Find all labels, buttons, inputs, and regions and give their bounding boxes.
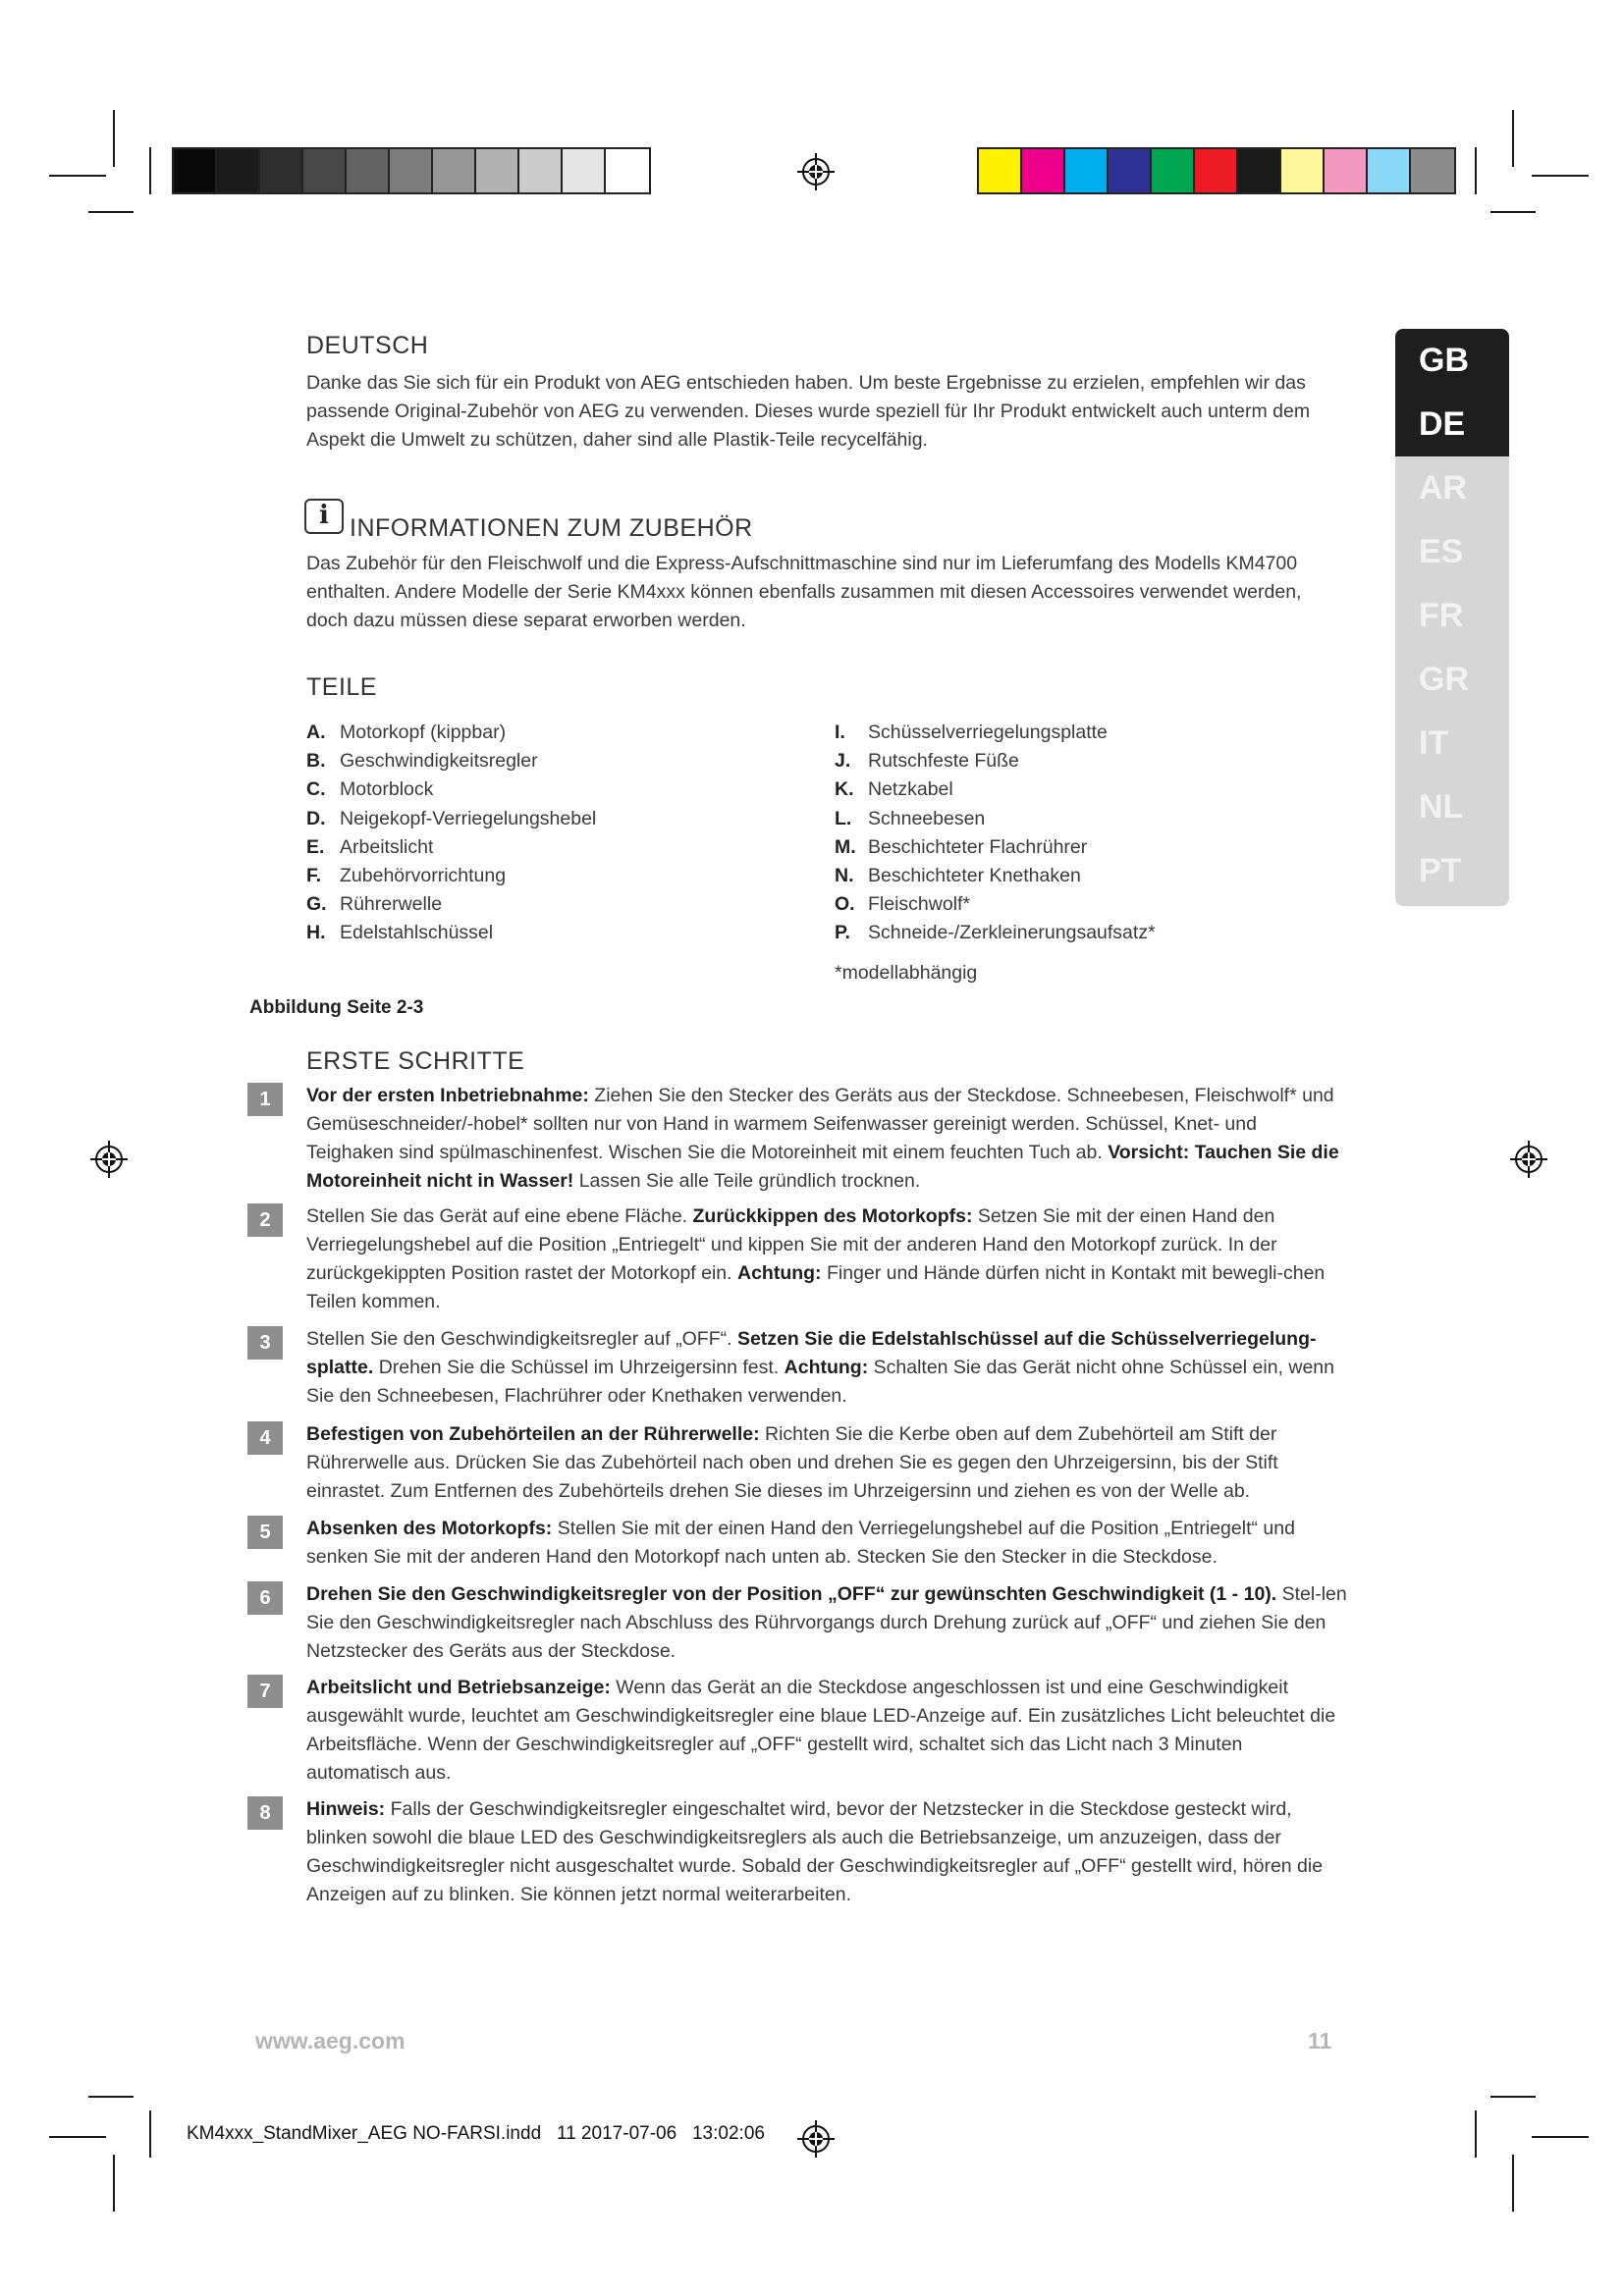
step-bold-text: Hinweis:	[306, 1798, 386, 1820]
part-letter: P.	[835, 922, 850, 944]
tab-lang-gr[interactable]: GR	[1419, 661, 1469, 698]
part-item	[306, 775, 596, 804]
tab-lang-de[interactable]: DE	[1395, 393, 1509, 456]
step-number-badge: 1	[247, 1083, 283, 1116]
tab-lang-ar[interactable]: AR	[1419, 469, 1468, 507]
parts-list-right	[835, 719, 1156, 948]
step-number-badge: 6	[247, 1581, 283, 1615]
part-item	[306, 805, 596, 833]
color-swatch	[1022, 149, 1065, 192]
figure-reference: Abbildung Seite 2-3	[249, 997, 424, 1018]
step-bold-text: Zurückkippen des Motorkopfs:	[692, 1205, 973, 1227]
part-letter: H.	[306, 922, 326, 944]
color-swatch	[433, 149, 476, 192]
part-item	[835, 919, 1156, 947]
info-icon: i	[304, 499, 344, 534]
step-body-text: Setzen Sie mit der einen Hand den Verriegelungshebel auf die Position „Entriegelt“ und kippen Sie mit der anderen Hand den Motorkopf zurück. In der zurückgekippten Position rastet der Motorkopf ein.	[306, 1205, 1277, 1284]
crop-mark	[88, 211, 134, 213]
tab-lang-it[interactable]: IT	[1419, 724, 1449, 762]
part-item	[835, 747, 1156, 775]
step-text	[306, 1795, 1347, 1909]
crop-mark	[1512, 110, 1514, 167]
part-item	[306, 747, 596, 775]
color-bar	[977, 147, 1456, 194]
part-name: Schneebesen	[868, 807, 986, 829]
part-letter: B.	[306, 750, 326, 773]
part-item	[306, 833, 596, 862]
part-item	[835, 833, 1156, 862]
color-swatch	[979, 149, 1022, 192]
crop-mark	[1532, 175, 1589, 177]
step-text	[306, 1082, 1347, 1196]
color-swatch	[347, 149, 390, 192]
info-paragraph: Das Zubehör für den Fleischwolf und die Express-Aufschnittmaschine sind nur im Lieferumfang des Modells KM4700 enthalten. Andere Modelle der Serie KM4xxx können ebenfalls zusammen mit diesen Accessoires verwendet werden, doch dazu müssen diese separat erworben werden.	[306, 553, 1302, 631]
crop-mark	[149, 2110, 151, 2158]
step-bold-text: Vorsicht: Tauchen Sie die Motoreinheit nicht in Wasser!	[306, 1142, 1339, 1192]
color-swatch	[519, 149, 563, 192]
part-item	[835, 805, 1156, 833]
step-text	[306, 1580, 1347, 1666]
registration-mark-icon	[797, 2120, 835, 2158]
step-text	[306, 1515, 1347, 1572]
step-bold-text: Arbeitslicht und Betriebsanzeige:	[306, 1677, 611, 1698]
page-number: 11	[1308, 2028, 1332, 2054]
part-name: Motorblock	[340, 778, 434, 801]
part-letter: K.	[835, 778, 854, 801]
grayscale-bar	[172, 147, 651, 194]
color-swatch	[1411, 149, 1454, 192]
part-letter: N.	[835, 865, 854, 887]
color-swatch	[1109, 149, 1152, 192]
tab-lang-nl[interactable]: NL	[1419, 788, 1464, 826]
crop-mark	[149, 147, 151, 194]
tab-lang-es[interactable]: ES	[1419, 533, 1464, 570]
part-item	[306, 862, 596, 890]
print-slug: KM4xxx_StandMixer_AEG NO-FARSI.indd 11 2017-07-06 13:02:06	[187, 2123, 765, 2144]
step-number-badge: 2	[247, 1203, 283, 1237]
section-heading-info: INFORMATIONEN ZUM ZUBEHÖR	[350, 514, 753, 542]
tab-lang-fr[interactable]: FR	[1419, 597, 1464, 634]
part-letter: I.	[835, 721, 845, 743]
step-number-badge: 7	[247, 1675, 283, 1708]
part-name: Beschichteter Knethaken	[868, 865, 1081, 887]
color-swatch	[174, 149, 217, 192]
part-item	[306, 890, 596, 919]
step-body-text: Drehen Sie die Schüssel im Uhrzeigersinn fest.	[373, 1357, 785, 1378]
step-body-text: Stel-len Sie den Geschwindigkeitsregler nach Abschluss des Rührvorgangs durch Drehung zurück auf „OFF“ und ziehen Sie den Netzstecker des Geräts aus der Steckdose.	[306, 1583, 1347, 1662]
parts-footnote: *modellabhängig	[835, 962, 978, 984]
part-letter: A.	[306, 721, 326, 743]
step-bold-text: Absenken des Motorkopfs:	[306, 1518, 553, 1539]
intro-paragraph: Danke das Sie sich für ein Produkt von AEG entschieden haben. Um beste Ergebnisse zu erzielen, empfehlen wir das passende Original-Zubehör von AEG zu verwenden. Dieses wurde speziell für Ihr Produkt entwickelt auch unterm dem Aspekt die Umwelt zu schützen, daher sind alle Plastik-Teile recycelfähig.	[306, 372, 1311, 451]
step-bold-text: Setzen Sie die Edelstahlschüssel auf die Schüsselverriegelung-splatte.	[306, 1328, 1317, 1378]
step-text	[306, 1325, 1347, 1411]
color-swatch	[1152, 149, 1195, 192]
crop-mark	[49, 175, 106, 177]
step-body-text: Finger und Hände dürfen nicht in Kontakt mit bewegli-chen Teilen kommen.	[306, 1262, 1326, 1312]
part-name: Rührerwelle	[340, 893, 443, 916]
color-swatch	[1238, 149, 1281, 192]
part-letter: G.	[306, 893, 327, 916]
part-letter: C.	[306, 778, 326, 801]
step-body-text: Richten Sie die Kerbe oben auf dem Zubehörteil am Stift der Rührerwelle aus. Drücken Sie das Zubehörteil nach oben und drehen Sie es gegen den Uhrzeigersinn, bis der Stift einrastet. Zum Entfernen des Zubehörteils drehen Sie dieses im Uhrzeigersinn und ziehen es von der Welle ab.	[306, 1423, 1278, 1502]
registration-mark-icon	[1510, 1141, 1547, 1178]
step-number-badge: 5	[247, 1516, 283, 1549]
crop-mark	[1512, 2155, 1514, 2212]
crop-mark	[113, 2155, 115, 2212]
crop-mark	[1532, 2136, 1589, 2138]
part-item	[306, 719, 596, 747]
part-name: Schüsselverriegelungsplatte	[868, 721, 1108, 743]
part-name: Rutschfeste Füße	[868, 750, 1019, 773]
color-swatch	[390, 149, 433, 192]
section-heading-steps: ERSTE SCHRITTE	[306, 1047, 525, 1075]
part-name: Schneide-/Zerkleinerungsaufsatz*	[868, 922, 1156, 944]
tab-lang-pt[interactable]: PT	[1419, 852, 1462, 889]
crop-mark	[113, 110, 115, 167]
part-item	[835, 862, 1156, 890]
step-body-text: Falls der Geschwindigkeitsregler eingeschaltet wird, bevor der Netzstecker in die Steckdose gesteckt wird, blinken sowohl die blaue LED des Geschwindigkeitsreglers als auch die Betriebsanzeige, um anzuzeigen, dass der Geschwindigkeitsregler nicht ausgeschaltet wurde. Sobald der Geschwindigkeitsregler auf „OFF“ gestellt wird, hören die Anzeigen auf zu blinken. Sie können jetzt normal weiterarbeiten.	[306, 1798, 1324, 1905]
step-bold-text: Achtung:	[784, 1357, 869, 1378]
parts-list-left	[306, 719, 596, 948]
crop-mark	[1490, 211, 1536, 213]
step-number-badge: 8	[247, 1796, 283, 1830]
step-body-text: Stellen Sie das Gerät auf eine ebene Fläche.	[306, 1205, 693, 1227]
step-text	[306, 1202, 1347, 1316]
part-letter: J.	[835, 750, 851, 773]
color-swatch	[563, 149, 606, 192]
step-text	[306, 1420, 1347, 1506]
crop-mark	[1475, 2110, 1477, 2158]
color-swatch	[476, 149, 519, 192]
step-body-text: Stellen Sie mit der einen Hand den Verriegelungshebel auf die Position „Entriegelt“ und senken Sie mit der anderen Hand den Motorkopf nach unten ab. Stecken Sie den Stecker in die Steckdose.	[306, 1518, 1295, 1568]
part-letter: O.	[835, 893, 855, 916]
part-letter: E.	[306, 835, 325, 858]
step-body-text: Ziehen Sie den Stecker des Geräts aus der Steckdose. Schneebesen, Fleischwolf* und Gemüseschneider/-hobel* sollten nur von Hand in warmem Seifenwasser gereinigt werden. Schüssel, Knet- und Teighaken sind spülmaschinenfest. Wischen Sie die Motoreinheit mit einem feuchten Tuch ab.	[306, 1085, 1334, 1163]
color-swatch	[1195, 149, 1238, 192]
crop-mark	[49, 2136, 106, 2138]
tab-lang-gb[interactable]: GB	[1395, 329, 1509, 393]
registration-mark-icon	[90, 1141, 128, 1178]
part-name: Neigekopf-Verriegelungshebel	[340, 807, 597, 829]
step-body-text: Stellen Sie den Geschwindigkeitsregler auf „OFF“.	[306, 1328, 737, 1350]
part-letter: M.	[835, 835, 856, 858]
color-swatch	[1325, 149, 1368, 192]
step-number-badge: 4	[247, 1421, 283, 1455]
language-tabs	[1395, 329, 1509, 906]
section-heading-parts: TEILE	[306, 673, 377, 701]
color-swatch	[303, 149, 347, 192]
part-name: Zubehörvorrichtung	[340, 865, 507, 887]
step-bold-text: Befestigen von Zubehörteilen an der Rührerwelle:	[306, 1423, 760, 1445]
part-name: Motorkopf (kippbar)	[340, 721, 507, 743]
part-item	[835, 719, 1156, 747]
part-item	[835, 775, 1156, 804]
footer-url[interactable]: www.aeg.com	[255, 2028, 406, 2054]
color-swatch	[260, 149, 303, 192]
part-name: Arbeitslicht	[340, 835, 434, 858]
step-body-text: Wenn das Gerät an die Steckdose angeschlossen ist und eine Geschwindigkeit ausgewählt wurde, leuchtet am Geschwindigkeitsregler eine blaue LED-Anzeige auf. Ein zusätzliches Licht beleuchtet die Arbeitsfläche. Wenn der Geschwindigkeitsregler auf „OFF“ gestellt wird, schaltet sich das Licht nach 3 Minuten automatisch aus.	[306, 1677, 1336, 1784]
part-letter: D.	[306, 807, 326, 829]
crop-mark	[88, 2096, 134, 2098]
color-swatch	[1281, 149, 1325, 192]
step-bold-text: Achtung:	[736, 1262, 822, 1284]
crop-mark	[1475, 147, 1477, 194]
registration-mark-icon	[797, 153, 835, 190]
color-swatch	[1065, 149, 1109, 192]
step-body-text: Schalten Sie das Gerät nicht ohne Schüssel ein, wenn Sie den Schneebesen, Flachrührer oder Knethaken verwenden.	[306, 1357, 1334, 1407]
step-number-badge: 3	[247, 1326, 283, 1360]
section-heading-deutsch: DEUTSCH	[306, 332, 429, 359]
part-item	[306, 919, 596, 947]
part-letter: F.	[306, 865, 322, 887]
color-swatch	[217, 149, 260, 192]
part-name: Geschwindigkeitsregler	[340, 750, 538, 773]
part-name: Beschichteter Flachrührer	[868, 835, 1088, 858]
step-bold-text: Vor der ersten Inbetriebnahme:	[306, 1085, 589, 1106]
part-name: Netzkabel	[868, 778, 953, 801]
part-name: Edelstahlschüssel	[340, 922, 494, 944]
crop-mark	[1490, 2096, 1536, 2098]
part-item	[835, 890, 1156, 919]
step-body-text: Lassen Sie alle Teile gründlich trocknen.	[573, 1170, 921, 1192]
color-swatch	[1368, 149, 1411, 192]
color-swatch	[606, 149, 649, 192]
step-bold-text: Drehen Sie den Geschwindigkeitsregler von der Position „OFF“ zur gewünschten Geschwindigkeit (1 - 10).	[306, 1583, 1277, 1605]
part-name: Fleischwolf*	[868, 893, 971, 916]
part-letter: L.	[835, 807, 852, 829]
step-text	[306, 1674, 1347, 1788]
